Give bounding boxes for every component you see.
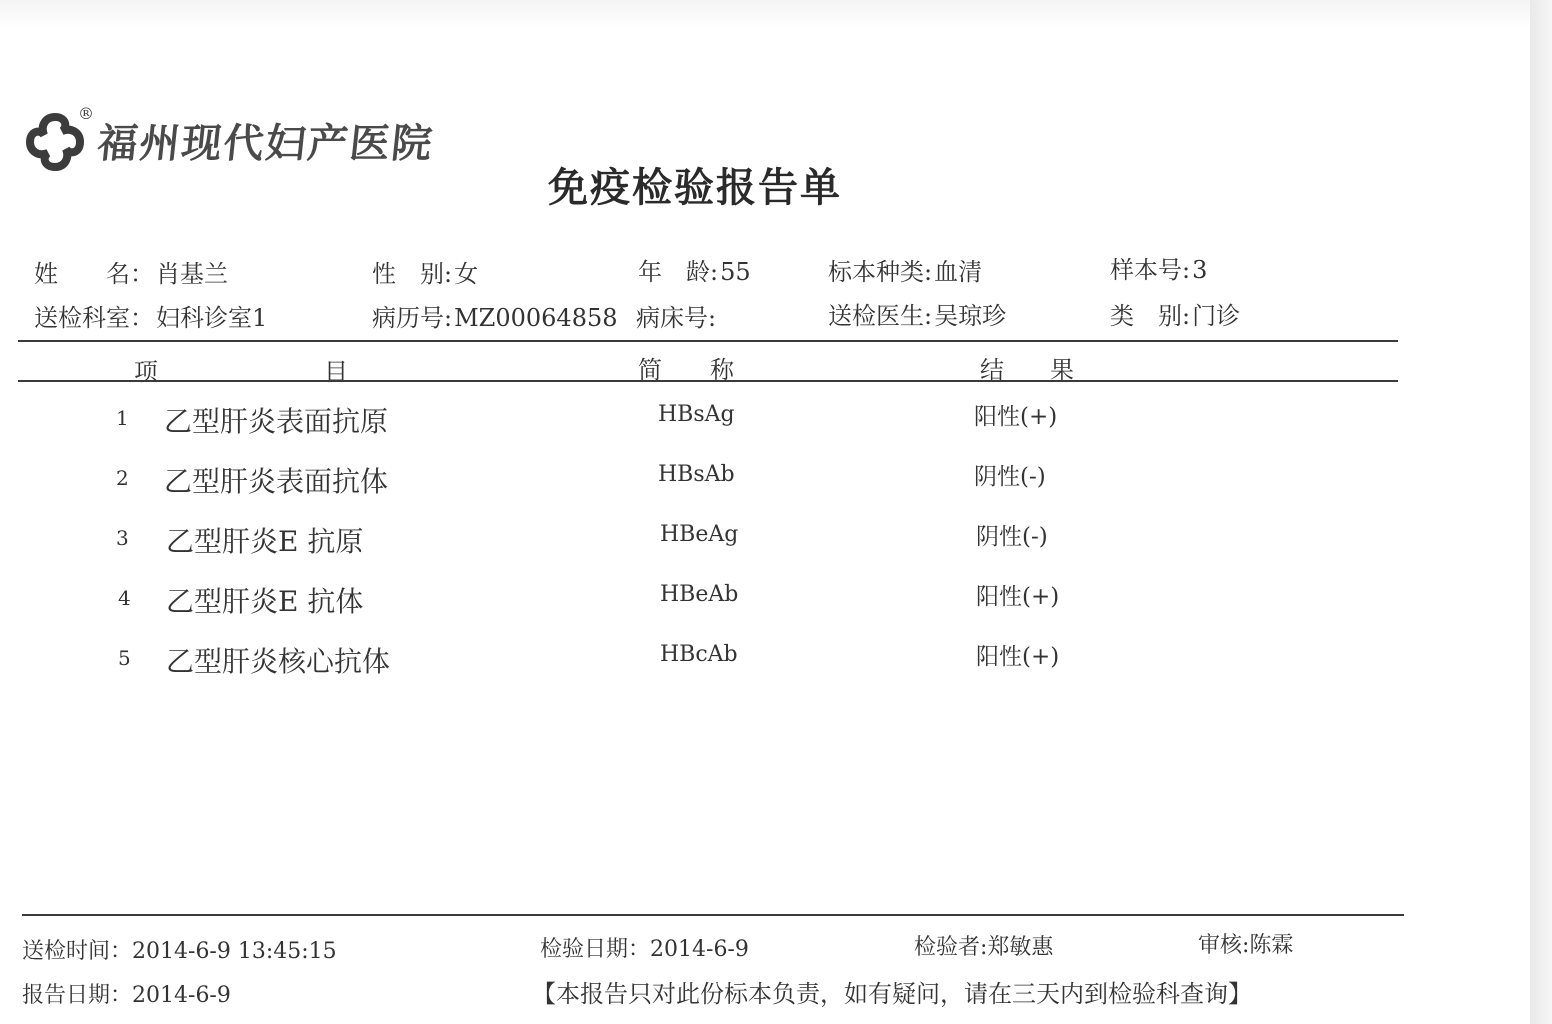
patient-age-field [638, 252, 751, 287]
report-date-label: 报告日期： [22, 983, 133, 1008]
patient-sex-value: 女 [454, 260, 479, 288]
row-abbr: HBeAb [660, 582, 739, 607]
submit-time-field [22, 934, 337, 965]
row-abbr: HBsAg [658, 402, 735, 427]
specimen-type-label: 标本种类: [828, 258, 933, 286]
test-date-value: 2014-6-9 [650, 937, 749, 962]
row-number: 1 [116, 406, 129, 430]
test-date-label: 检验日期： [540, 937, 651, 962]
tester-label: 检验者: [914, 935, 988, 960]
tester-value: 郑敏惠 [987, 935, 1054, 960]
patient-age-value: 55 [720, 258, 751, 286]
bed-number-field [636, 298, 718, 333]
row-result: 阳性(+) [974, 404, 1058, 430]
header-result-b: 果 [1050, 356, 1074, 384]
paper-right-edge [1530, 0, 1552, 1024]
header-item-a: 项 [134, 358, 158, 386]
category-value: 门诊 [1192, 302, 1241, 330]
patient-name-field [34, 254, 228, 289]
sample-number-field [1110, 250, 1207, 285]
row-item-name: 乙型肝炎E 抗原 [166, 525, 364, 558]
registered-mark: ® [78, 104, 94, 123]
row-abbr: HBeAg [660, 522, 739, 547]
category-field [1110, 296, 1240, 331]
table-top-rule [18, 340, 1398, 342]
header-item-b: 目 [324, 358, 348, 386]
sample-number-label: 样本号: [1110, 256, 1191, 284]
row-item-name: 乙型肝炎核心抗体 [166, 645, 391, 678]
bed-number-label: 病床号: [636, 304, 717, 332]
specimen-type-value: 血清 [934, 258, 983, 286]
patient-age-label: 年 龄: [638, 258, 719, 286]
footer-rule [22, 914, 1404, 916]
row-number: 4 [118, 586, 131, 610]
department-value: 妇科诊室1 [156, 304, 268, 332]
row-number: 3 [116, 526, 129, 550]
record-number-label: 病历号: [372, 304, 453, 332]
specimen-type-field [828, 252, 982, 287]
patient-name-label: 姓 名： [34, 260, 154, 288]
category-label: 类 别: [1110, 302, 1191, 330]
patient-sex-label: 性 别: [372, 260, 453, 288]
row-item-name: 乙型肝炎表面抗体 [164, 465, 389, 498]
doctor-label: 送检医生: [828, 302, 933, 330]
row-result: 阳性(+) [976, 584, 1060, 610]
tester-field [914, 930, 1053, 961]
row-number: 5 [118, 646, 131, 670]
doctor-field [828, 296, 1006, 331]
row-result: 阴性(-) [976, 524, 1048, 550]
report-date-value: 2014-6-9 [132, 983, 231, 1008]
reviewer-field [1198, 928, 1293, 959]
row-result: 阴性(-) [974, 464, 1046, 490]
record-number-value: MZ00064858 [454, 304, 618, 332]
patient-name-value: 肖基兰 [156, 260, 228, 288]
paper-top-edge [0, 0, 1552, 28]
department-field [34, 298, 267, 333]
table-header-rule [18, 380, 1398, 382]
record-number-field [372, 298, 618, 333]
report-date-field [22, 978, 231, 1009]
submit-time-label: 送检时间： [22, 939, 133, 964]
report-title: 免疫检验报告单 [548, 165, 842, 211]
doctor-value: 吴琼珍 [934, 302, 1007, 330]
patient-sex-field [372, 254, 478, 289]
test-date-field [540, 932, 749, 963]
row-abbr: HBcAb [660, 642, 738, 667]
department-label: 送检科室： [34, 304, 154, 332]
sample-number-value: 3 [1192, 256, 1208, 284]
header-abbr-a: 简 [638, 356, 662, 384]
row-item-name: 乙型肝炎E 抗体 [166, 585, 364, 618]
header-abbr-b: 称 [710, 356, 734, 384]
submit-time-value: 2014-6-9 13:45:15 [132, 939, 337, 964]
header-result-a: 结 [980, 356, 1004, 384]
row-abbr: HBsAb [658, 462, 735, 487]
row-result: 阳性(+) [976, 644, 1060, 670]
row-number: 2 [116, 466, 129, 490]
hospital-name: 福州现代妇产医院 [95, 121, 437, 167]
reviewer-value: 陈霖 [1249, 933, 1294, 958]
row-item-name: 乙型肝炎表面抗原 [164, 405, 389, 438]
disclaimer-note: 【本报告只对此份标本负责，如有疑问，请在三天内到检验科查询】 [532, 980, 1252, 1008]
reviewer-label: 审核: [1198, 933, 1250, 958]
